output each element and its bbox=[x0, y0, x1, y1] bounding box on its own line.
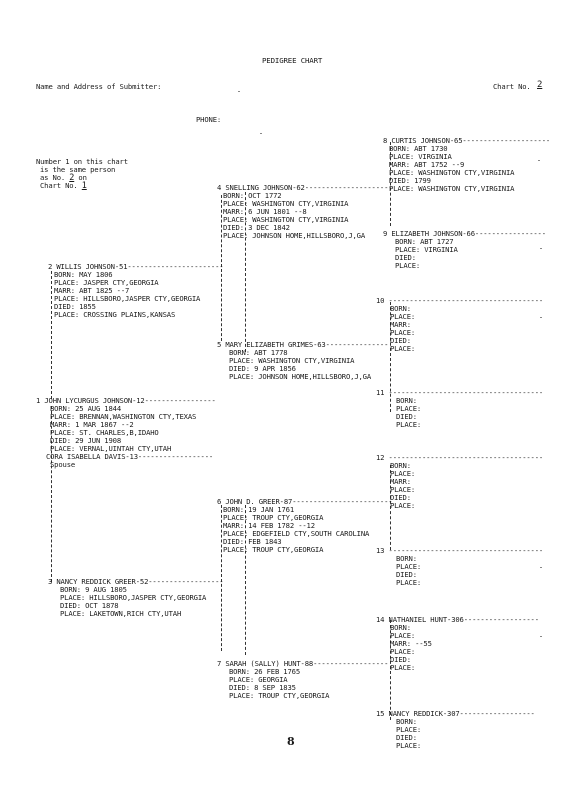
person-11: 11 ------------------------------------- BORN: PLACE: DIED: PLACE: bbox=[376, 388, 544, 429]
phone-label: PHONE: bbox=[196, 115, 222, 124]
note-chart-number: 1 bbox=[81, 181, 87, 191]
spouse-name: CORA ISABELLA DAVIS-13------------------ bbox=[46, 452, 214, 461]
person-12-name: 12 ------------------------------------- bbox=[376, 453, 544, 462]
page-number: 8 bbox=[287, 735, 295, 748]
person-10: 10 ------------------------------------- BORN: PLACE: MARR: PLACE: DIED: PLACE: bbox=[376, 296, 544, 353]
person-12: 12 ------------------------------------- BORN: PLACE: MARR: PLACE: DIED: PLACE: bbox=[376, 453, 544, 510]
person-11-name: 11 ------------------------------------- bbox=[376, 388, 544, 397]
person-13: 13 ------------------------------------- BORN: PLACE: DIED: PLACE: bbox=[376, 546, 544, 587]
person-9: 9 ELIZABETH JOHNSON-66----------------- BORN: ABT 1727 PLACE: VIRGINIA DIED: PLACE: bbox=[383, 229, 546, 270]
person-3-name: 3 NANCY REDDICK GREER-52------------------ bbox=[48, 577, 224, 586]
person-5-name: 5 MARY ELIZABETH GRIMES-63--------------- bbox=[217, 340, 389, 349]
person-15: 15 NANCY REDDICK-307------------------ BORN: PLACE: DIED: PLACE: bbox=[376, 709, 535, 750]
person-4-name: 4 SNELLING JOHNSON-62--------------------- bbox=[217, 183, 393, 192]
person-8: 8 CURTIS JOHNSON-65--------------------- BORN: ABT 1730 PLACE: VIRGINIA MARR: ABT 1752 --9 PLACE: WASHINGTON CTY,VIRGINIA DIED: 1799 PLACE: WASHINGTON CTY,VIRGINIA bbox=[383, 136, 551, 193]
chart-number-label: Chart No. bbox=[493, 82, 531, 91]
chart-note: Number 1 on this chart is the same person as No. 2 on Chart No. 1 bbox=[36, 157, 128, 191]
spouse-label: Spouse bbox=[50, 460, 76, 469]
person-2: 2 WILLIS JOHNSON-51----------------------- BORN: MAY 1806 PLACE: JASPER CTY,GEORGIA MARR: ABT 1825 --7 PLACE: HILLSBORO,JASPER CTY,GEORGIA DIED: 1855 PLACE: CROSSING PLAINS,KANSAS bbox=[48, 262, 224, 319]
person-7: 7 SARAH (SALLY) HUNT-88------------------ BORN: 26 FEB 1765 PLACE: GEORGIA DIED: 8 SEP 1835 PLACE: TROUP CTY,GEORGIA bbox=[217, 659, 389, 700]
person-14-name: 14 NATHANIEL HUNT-306------------------ bbox=[376, 615, 539, 624]
person-1: 1 JOHN LYCURGUS JOHNSON-12----------------- BORN: 25 AUG 1844 PLACE: BRENNAN,WASHINGTON CTY,TEXAS MARR: 1 MAR 1867 --2 PLACE: ST. CHARLES,B,IDAHO DIED: 29 JUN 1908 PLACE: VERNAL,UINTAH CTY,UTAH CORA ISABELLA DAVIS-13------------------ Spouse bbox=[36, 396, 216, 469]
chart-number-value: 2 bbox=[537, 80, 543, 90]
person-14: 14 NATHANIEL HUNT-306------------------ BORN: PLACE: MARR: --55 PLACE: DIED: PLACE: bbox=[376, 615, 539, 672]
person-4: 4 SNELLING JOHNSON-62--------------------- BORN: OCT 1772 PLACE: WASHINGTON CTY,VIRGINIA MARR: 6 JUN 1801 --8 PLACE: WASHINGTON CTY,VIRGINIA DIED: 3 DEC 1842 PLACE: JOHNSON HOME,HILLSBORO,J,GA bbox=[217, 183, 393, 240]
person-9-name: 9 ELIZABETH JOHNSON-66----------------- bbox=[383, 229, 546, 238]
chart-title: PEDIGREE CHART bbox=[262, 56, 323, 65]
person-10-name: 10 ------------------------------------- bbox=[376, 296, 544, 305]
person-6: 6 JOHN D. GREER-87------------------------ BORN: 19 JAN 1761 PLACE: TROUP CTY,GEORGIA MARR: 14 FEB 1782 --12 PLACE: EDGEFIELD CTY,SOUTH CAROLINA DIED: FEB 1843 PLACE: TROUP CTY,GEORGIA bbox=[217, 497, 393, 554]
person-13-name: 13 ------------------------------------- bbox=[376, 546, 544, 555]
person-3: 3 NANCY REDDICK GREER-52------------------ BORN: 9 AUG 1805 PLACE: HILLSBORO,JASPER CTY,GEORGIA DIED: OCT 1878 PLACE: LAKETOWN,RICH CTY,UTAH bbox=[48, 577, 224, 618]
person-1-name: 1 JOHN LYCURGUS JOHNSON-12----------------- bbox=[36, 396, 216, 405]
submitter-label: Name and Address of Submitter: bbox=[36, 82, 162, 91]
person-5: 5 MARY ELIZABETH GRIMES-63--------------- BORN: ABT 1778 PLACE: WASHINGTON CTY,VIRGINIA DIED: 9 APR 1856 PLACE: JOHNSON HOME,HILLSBORO,J,GA bbox=[217, 340, 389, 381]
note-person-number: 2 bbox=[69, 173, 75, 183]
person-8-name: 8 CURTIS JOHNSON-65--------------------- bbox=[383, 136, 551, 145]
person-15-name: 15 NANCY REDDICK-307------------------ bbox=[376, 709, 535, 718]
person-6-name: 6 JOHN D. GREER-87------------------------ bbox=[217, 497, 393, 506]
person-7-name: 7 SARAH (SALLY) HUNT-88------------------ bbox=[217, 659, 389, 668]
person-2-name: 2 WILLIS JOHNSON-51----------------------- bbox=[48, 262, 224, 271]
